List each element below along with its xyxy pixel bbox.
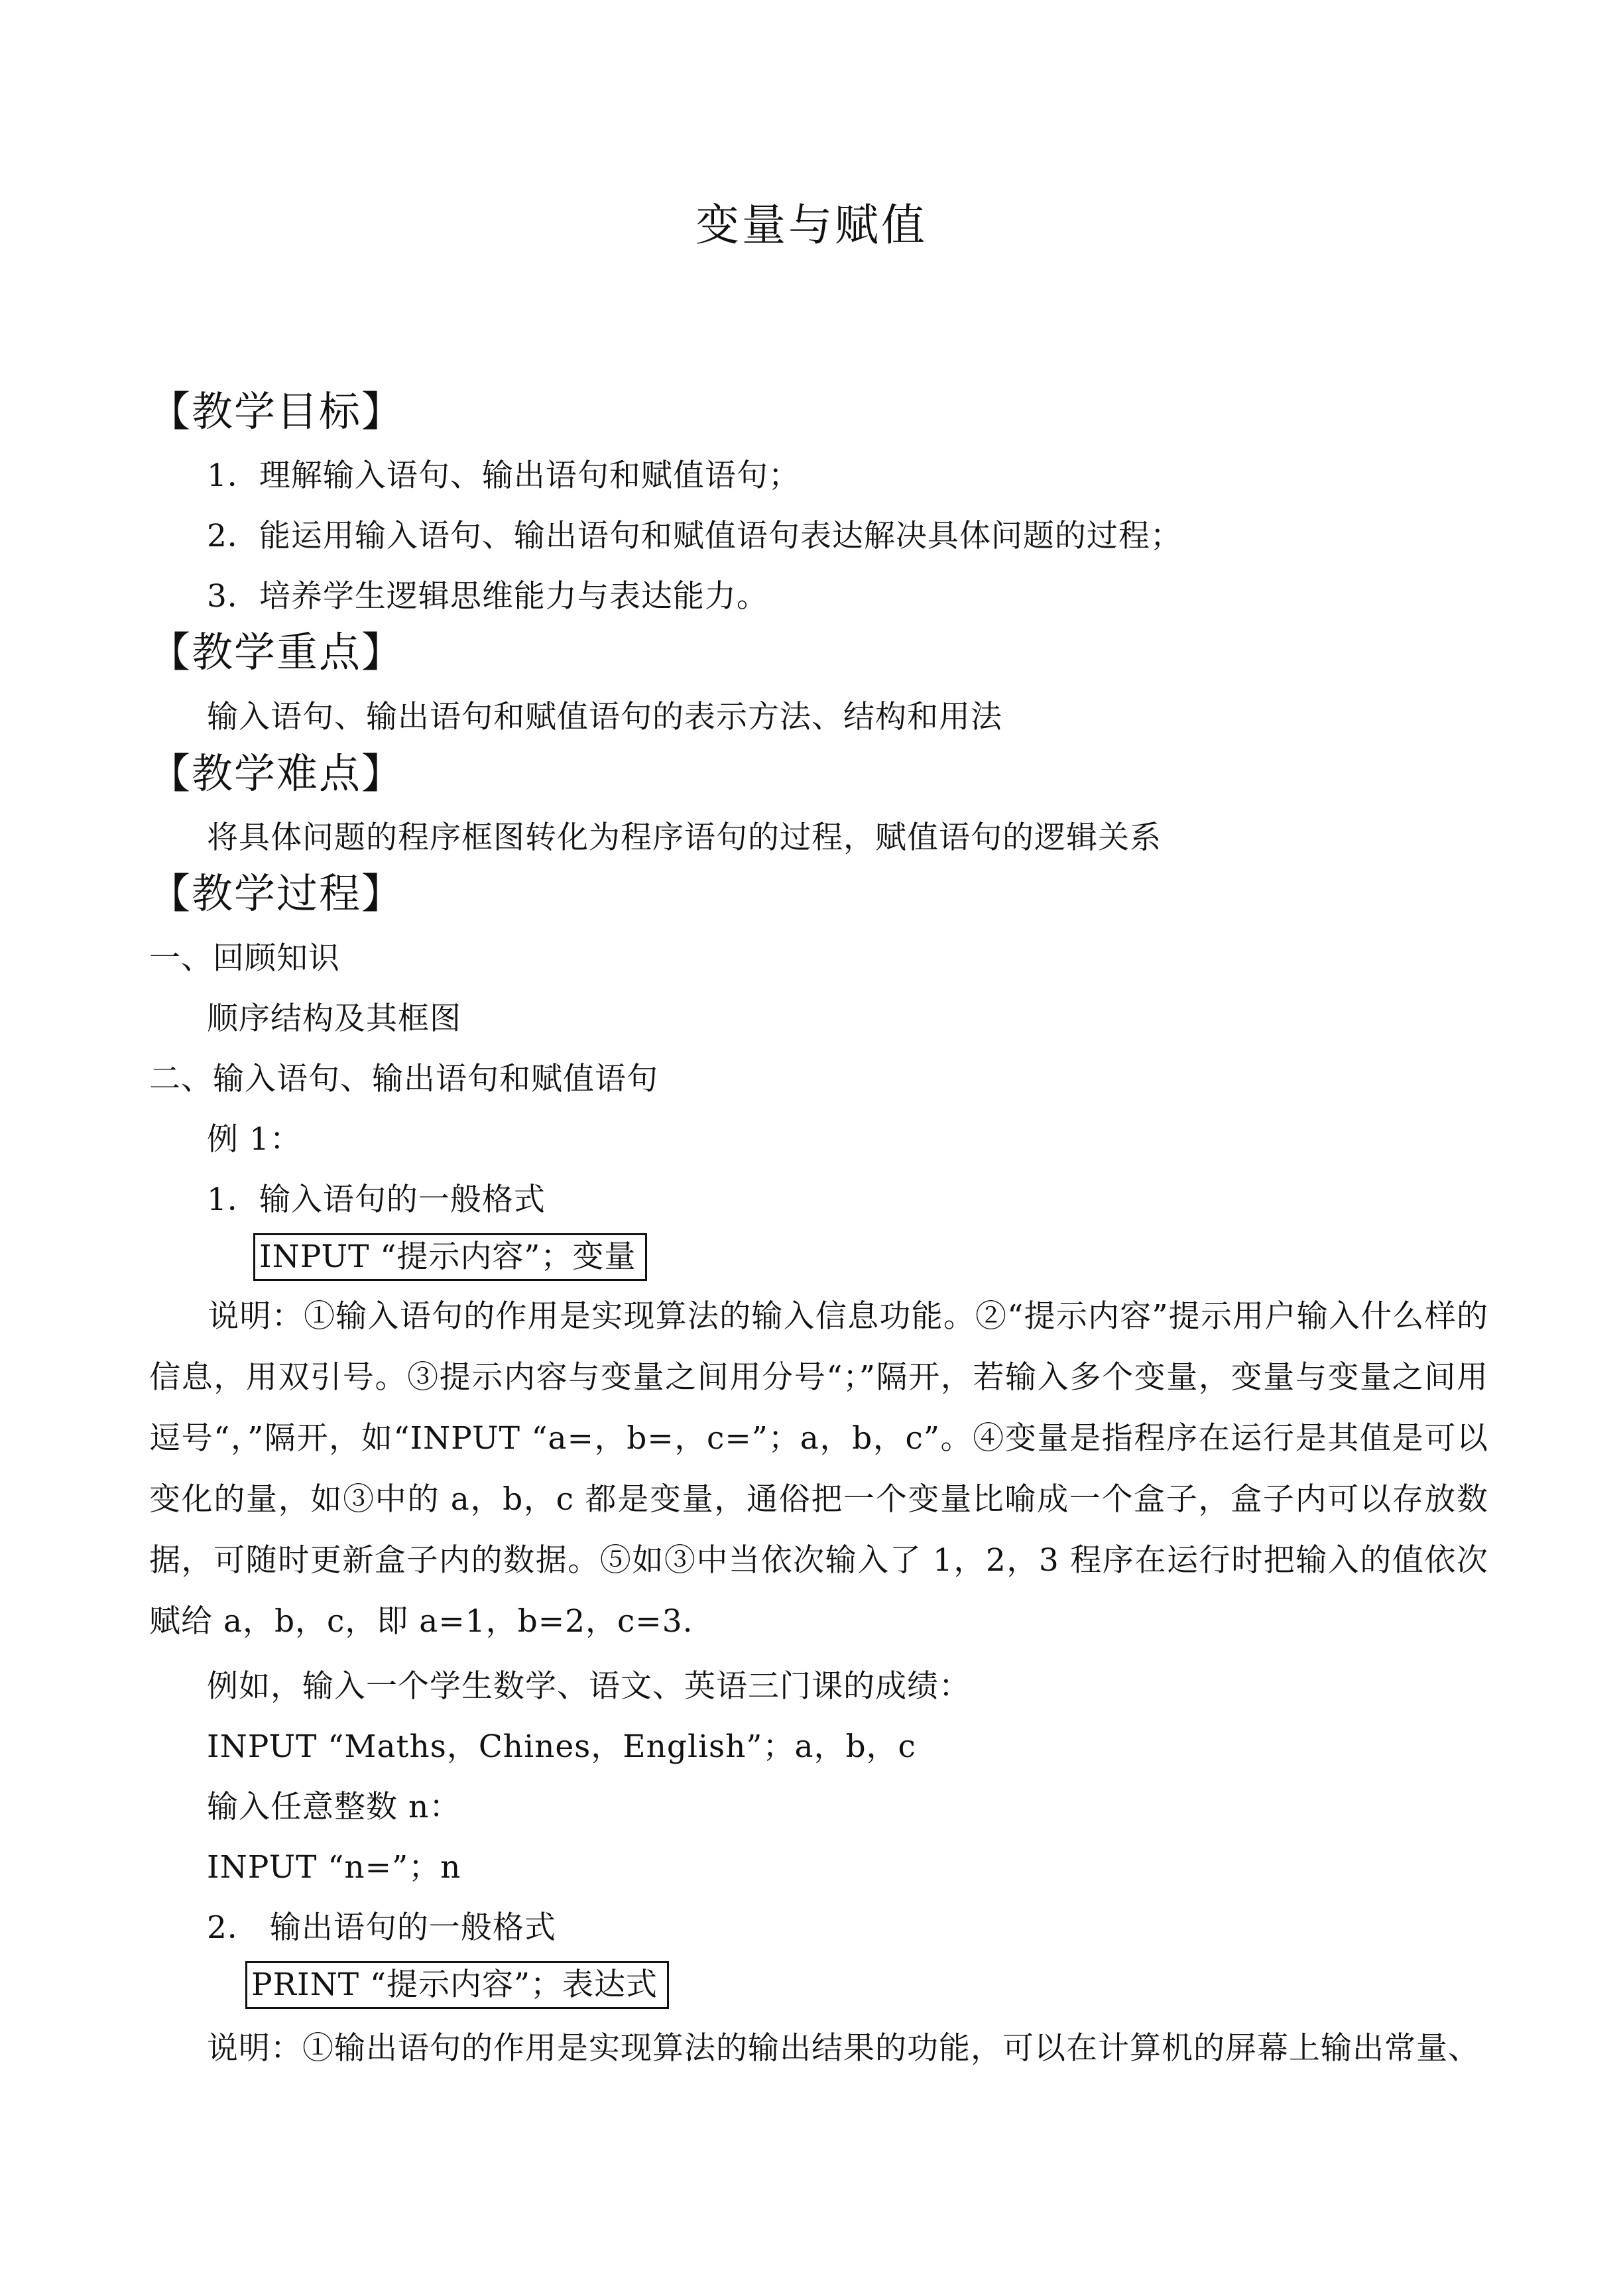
page-title: 变量与赋值 [695, 200, 928, 251]
example-n-text: 输入任意整数 n： [207, 1789, 461, 1825]
code-n: INPUT “n=”；n [207, 1849, 461, 1886]
code-scores: INPUT “Maths，Chines，English”；a，b，c [207, 1728, 916, 1765]
part1-text: 顺序结构及其框图 [207, 1000, 461, 1037]
example-label: 例 1： [207, 1121, 302, 1158]
output-format-box: PRINT “提示内容”；表达式 [245, 1961, 669, 2009]
input-format-box: INPUT “提示内容”；变量 [253, 1233, 647, 1281]
heading-key-points: 【教学重点】 [149, 628, 404, 676]
difficulties-text: 将具体问题的程序框图转化为程序语句的过程，赋值语句的逻辑关系 [207, 819, 1162, 856]
part1-title: 一、回顾知识 [149, 940, 340, 977]
heading-process: 【教学过程】 [149, 869, 404, 918]
objective-item-2: 2．能运用输入语句、输出语句和赋值语句表达解决具体问题的过程； [207, 518, 1182, 554]
objective-item-3: 3．培养学生逻辑思维能力与表达能力。 [207, 578, 768, 615]
input-format-title: 1．输入语句的一般格式 [207, 1181, 546, 1218]
input-note-paragraph [149, 1286, 1488, 1652]
objective-item-1: 1．理解输入语句、输出语句和赋值语句； [207, 457, 800, 494]
example-scores-text: 例如，输入一个学生数学、语文、英语三门课的成绩： [207, 1668, 971, 1705]
output-note-text: 说明：①输出语句的作用是实现算法的输出结果的功能，可以在计算机的屏幕上输出常量、 [207, 2030, 1480, 2067]
part2-title: 二、输入语句、输出语句和赋值语句 [149, 1061, 658, 1097]
key-points-text: 输入语句、输出语句和赋值语句的表示方法、结构和用法 [207, 699, 1002, 735]
input-note-text: 说明：①输入语句的作用是实现算法的输入信息功能。②“提示内容”提示用户输入什么样的信息，用双引号。③提示内容与变量之间用分号“；”隔开，若输入多个变量，变量与变量之间用逗号“，”隔开，如“INPUT “a=，b=，c=”；a，b，c”。④变量是指程序在运行是其值是可以变化的量，如③中的 a，b，c 都是变量，通俗把一个变量比喻成一个盒子，盒子内可以存放数据，可随时更新盒子内的数据。⑤如③中当依次输入了 1，2，3 程序在运行时把输入的值依次赋给 a，b，c，即 a=1，b=2，c=3. [149, 1298, 1488, 1640]
output-format-title: 2． 输出语句的一般格式 [207, 1909, 556, 1946]
heading-objectives: 【教学目标】 [149, 387, 404, 436]
heading-difficulties: 【教学难点】 [149, 749, 404, 798]
